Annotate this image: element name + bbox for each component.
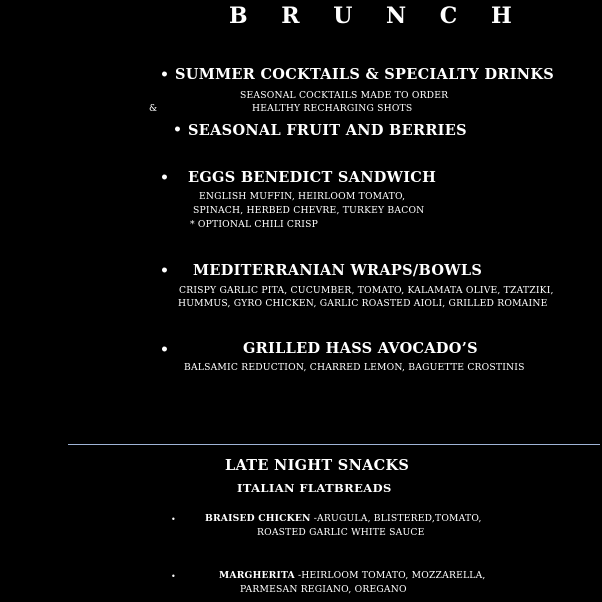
flatbread-name: MARGHERITA xyxy=(219,570,295,581)
flatbread-item xyxy=(219,570,486,581)
flatbread-desc: -ARUGULA, BLISTERED,TOMATO, xyxy=(310,513,482,524)
item-detail-line: SEASONAL COCKTAILS MADE TO ORDER xyxy=(240,90,449,101)
flatbread-desc-line: PARMESAN REGIANO, OREGANO xyxy=(240,584,407,595)
item-detail-line: ENGLISH MUFFIN, HEIRLOOM TOMATO, xyxy=(199,191,406,202)
bullet-icon: • xyxy=(171,572,176,581)
item-detail-line: BALSAMIC REDUCTION, CHARRED LEMON, BAGUETTE CROSTINIS xyxy=(184,362,525,373)
bullet-icon: • xyxy=(160,263,169,279)
bullet-icon: • xyxy=(160,170,169,186)
section-divider xyxy=(68,444,600,445)
item-detail-line: * OPTIONAL CHILI CRISP xyxy=(190,219,318,230)
bullet-icon: • xyxy=(171,515,176,524)
item-detail-line: HEALTHY RECHARGING SHOTS xyxy=(252,103,413,114)
item-heading-fruit: SEASONAL FRUIT AND BERRIES xyxy=(188,122,467,139)
item-heading-cocktails: SUMMER COCKTAILS & SPECIALTY DRINKS xyxy=(175,66,555,83)
ampersand-marker: & xyxy=(149,103,158,114)
flatbread-desc-line: ROASTED GARLIC WHITE SAUCE xyxy=(257,527,425,538)
item-heading-wraps: MEDITERRANIAN WRAPS/BOWLS xyxy=(193,262,483,279)
page-title: B R U N C H xyxy=(229,3,525,29)
item-detail-line: CRISPY GARLIC PITA, CUCUMBER, TOMATO, KALAMATA OLIVE, TZATZIKI, xyxy=(179,285,554,296)
item-detail-line: SPINACH, HERBED CHEVRE, TURKEY BACON xyxy=(193,205,425,216)
late-night-subtitle: ITALIAN FLATBREADS xyxy=(237,481,392,495)
item-heading-avocado: GRILLED HASS AVOCADO’S xyxy=(243,340,478,357)
bullet-icon: • xyxy=(160,342,169,358)
flatbread-desc: -HEIRLOOM TOMATO, MOZZARELLA, xyxy=(294,570,486,581)
bullet-icon: • xyxy=(173,122,182,138)
item-detail-line: HUMMUS, GYRO CHICKEN, GARLIC ROASTED AIOLI, GRILLED ROMAINE xyxy=(178,298,548,309)
flatbread-name: BRAISED CHICKEN xyxy=(205,513,311,524)
late-night-title: LATE NIGHT SNACKS xyxy=(225,457,410,474)
item-heading-eggs-benedict: EGGS BENEDICT SANDWICH xyxy=(188,169,437,186)
flatbread-item xyxy=(205,513,482,524)
bullet-icon: • xyxy=(160,67,169,83)
